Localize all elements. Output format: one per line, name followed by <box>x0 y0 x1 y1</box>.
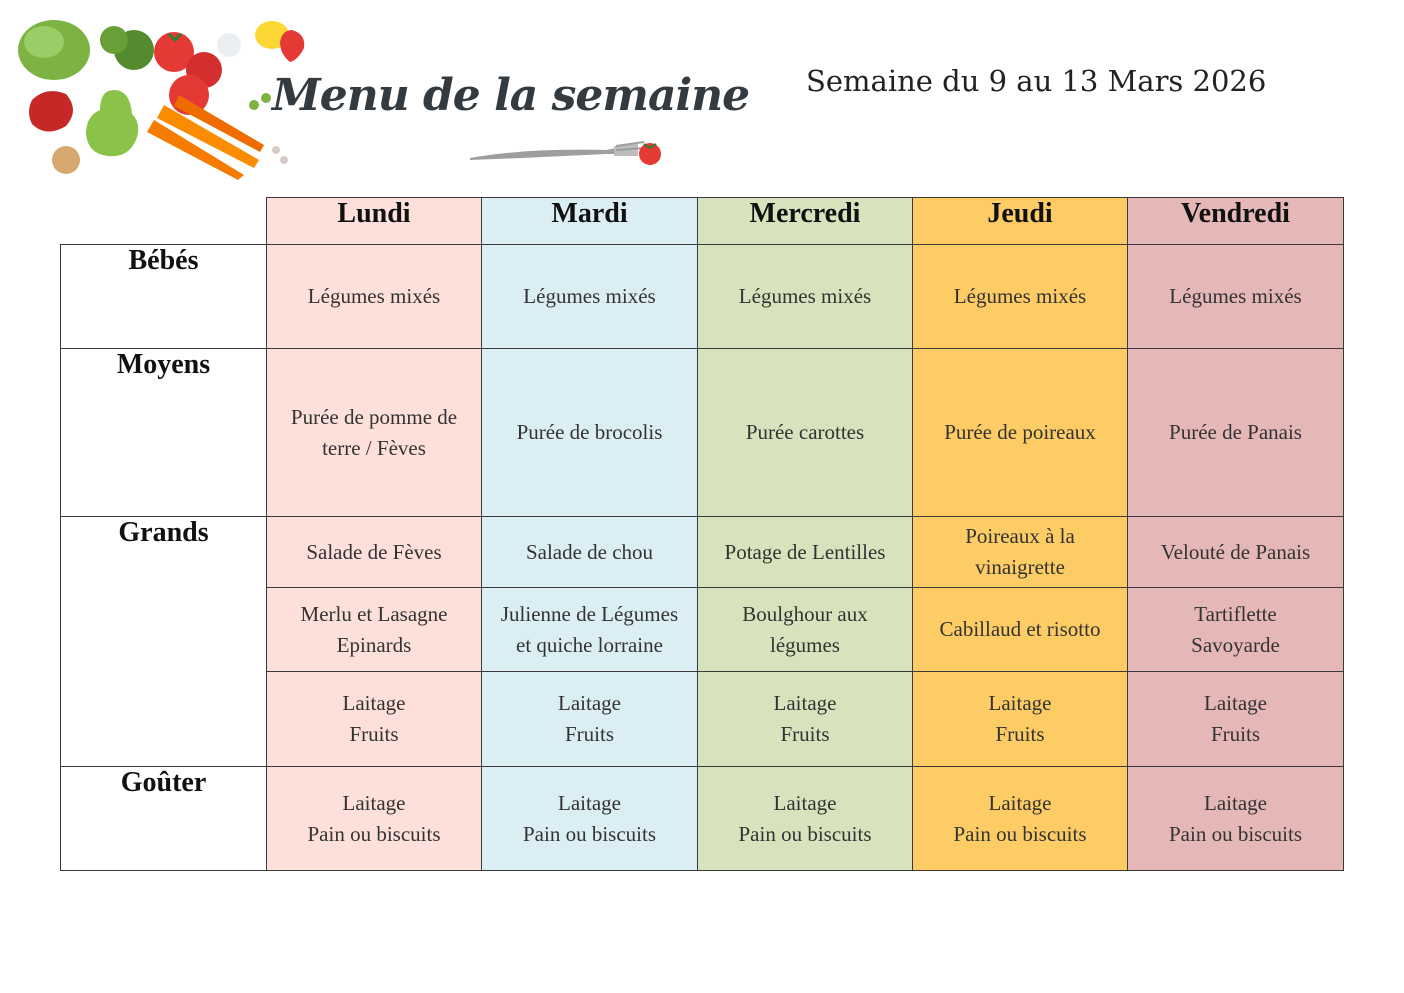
cell-line: Cabillaud et risotto <box>939 617 1101 641</box>
gouter-mardi <box>482 767 698 871</box>
day-header-vendredi: Vendredi <box>1128 198 1344 245</box>
week-range: Semaine du 9 au 13 Mars 2026 <box>806 64 1267 98</box>
cell-line: Purée de pomme de <box>290 404 458 429</box>
grands-entree-jeudi <box>913 517 1128 588</box>
cell-line: Velouté de Panais <box>1160 539 1311 564</box>
day-header-jeudi: Jeudi <box>913 198 1128 245</box>
grands-dessert-vendredi <box>1128 672 1344 767</box>
grands-entree-vendredi <box>1128 517 1344 588</box>
day-header-mercredi: Mercredi <box>698 198 913 245</box>
grands-plat-mardi <box>482 588 698 672</box>
grands-dessert-mardi <box>482 672 698 767</box>
corner-cell <box>61 198 267 245</box>
cell-line: Laitage <box>558 691 621 715</box>
menu-table <box>60 197 1344 871</box>
cell-line: légumes <box>770 632 840 657</box>
cell-line: Fruits <box>1210 722 1260 746</box>
cell-line: Laitage <box>1204 790 1267 815</box>
cell-line: Tartiflette <box>1194 601 1277 626</box>
vegetables-illustration <box>14 10 314 180</box>
cell-line: Pain ou biscuits <box>307 821 441 846</box>
cell-line: Merlu et Lasagne <box>300 601 448 626</box>
cell-line: Fruits <box>564 722 614 746</box>
cell-line: Fruits <box>349 722 399 746</box>
cell-line: Laitage <box>1204 691 1267 715</box>
cell-line: Pain ou biscuits <box>522 821 656 846</box>
cell-line: Laitage <box>342 790 406 815</box>
group-grands: Grands <box>61 517 267 767</box>
cell-line: Julienne de Légumes <box>500 601 679 626</box>
group-bebes: Bébés <box>61 245 267 349</box>
grands-dessert-mercredi <box>698 672 913 767</box>
group-moyens: Moyens <box>61 349 267 517</box>
moyens-mercredi <box>698 349 913 517</box>
moyens-mardi <box>482 349 698 517</box>
cell-line: Laitage <box>558 790 621 815</box>
bebes-mardi: Légumes mixés <box>482 245 698 349</box>
cell-line: Laitage <box>773 790 837 815</box>
gouter-mercredi <box>698 767 913 871</box>
cell-line: Purée carottes <box>745 420 865 444</box>
grands-entree-mardi <box>482 517 698 588</box>
cell-line: Pain ou biscuits <box>1168 821 1302 846</box>
cell-line: Pain ou biscuits <box>738 821 872 846</box>
fork-icon <box>466 136 666 170</box>
moyens-vendredi <box>1128 349 1344 517</box>
gouter-vendredi <box>1128 767 1344 871</box>
gouter-jeudi <box>913 767 1128 871</box>
cell-line: terre / Fèves <box>322 435 426 460</box>
cell-line: Salade de Fèves <box>306 539 442 564</box>
cell-line: Laitage <box>342 691 406 715</box>
gouter-lundi <box>267 767 482 871</box>
bebes-jeudi: Légumes mixés <box>913 245 1128 349</box>
bebes-lundi: Légumes mixés <box>267 245 482 349</box>
cell-line: Salade de chou <box>525 539 654 564</box>
grands-entree-lundi <box>267 517 482 588</box>
page-title: Menu de la semaine <box>272 70 750 121</box>
cell-line: et quiche lorraine <box>516 632 663 657</box>
cell-line: Poireaux à la <box>965 524 1075 548</box>
cell-line: Purée de Panais <box>1169 420 1302 444</box>
grands-entree-mercredi <box>698 517 913 588</box>
cell-line: Purée de poireaux <box>944 420 1096 444</box>
moyens-jeudi <box>913 349 1128 517</box>
cell-line: Purée de brocolis <box>516 420 663 444</box>
cell-line: vinaigrette <box>975 555 1065 579</box>
bebes-vendredi: Légumes mixés <box>1128 245 1344 349</box>
grands-dessert-lundi <box>267 672 482 767</box>
cell-line: Laitage <box>773 691 837 715</box>
day-header-lundi: Lundi <box>267 198 482 245</box>
cell-line: Savoyarde <box>1191 632 1280 657</box>
grands-plat-jeudi <box>913 588 1128 672</box>
bebes-mercredi: Légumes mixés <box>698 245 913 349</box>
group-gouter: Goûter <box>61 767 267 871</box>
grands-plat-vendredi <box>1128 588 1344 672</box>
grands-dessert-jeudi <box>913 672 1128 767</box>
grands-plat-mercredi <box>698 588 913 672</box>
day-header-mardi: Mardi <box>482 198 698 245</box>
grands-plat-lundi <box>267 588 482 672</box>
cell-line: Laitage <box>988 691 1052 715</box>
cell-line: Potage de Lentilles <box>724 539 886 564</box>
cell-line: Fruits <box>780 722 830 746</box>
cell-line: Laitage <box>988 790 1052 815</box>
cell-line: Epinards <box>336 632 412 657</box>
cell-line: Pain ou biscuits <box>953 821 1087 846</box>
cell-line: Boulghour aux <box>742 601 868 626</box>
moyens-lundi <box>267 349 482 517</box>
cell-line: Fruits <box>995 722 1045 746</box>
